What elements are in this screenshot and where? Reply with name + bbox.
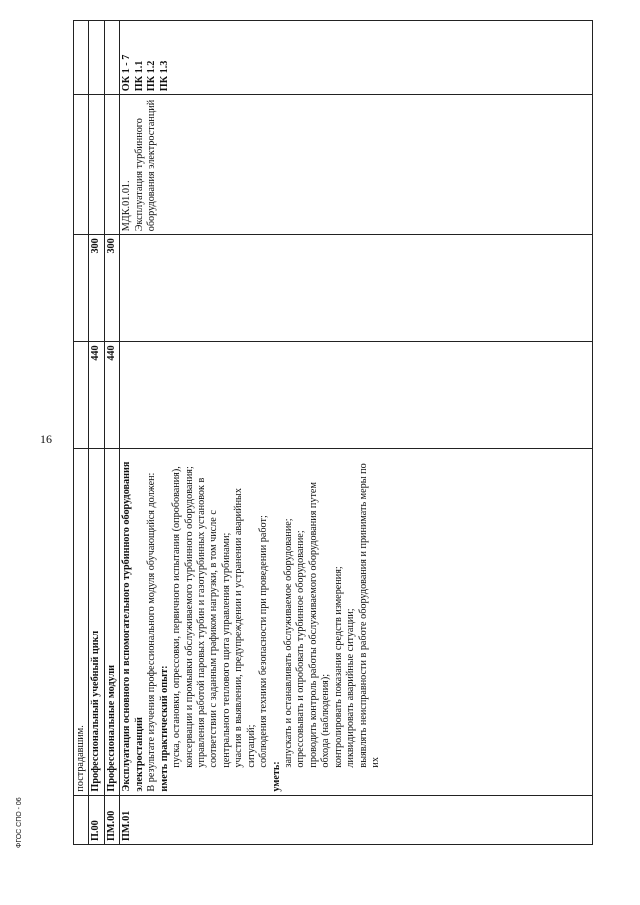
- skill-item: проводить контроль работы обслуживаемого оборудования путем обхода (наблюдения);: [307, 482, 332, 768]
- cell-competencies: [104, 21, 119, 95]
- skill-item: ликвидировать аварийные ситуации;: [345, 608, 357, 768]
- cell-index: ПМ.01: [120, 795, 593, 844]
- cell-max-load: [120, 342, 593, 449]
- skill-item: выявлять неисправности в работе оборудования и принимать меры по их: [357, 463, 382, 768]
- cell-course: [89, 95, 104, 235]
- cell-course: [120, 95, 593, 235]
- cell-required-load: [120, 235, 593, 342]
- cell-index: П.00: [89, 795, 104, 844]
- skill-item: запускать и останавливать обслуживаемое оборудование;: [283, 518, 294, 768]
- experience-heading: иметь практический опыт:: [158, 665, 170, 792]
- course-name: Эксплуатация турбинного оборудования электростанций: [133, 99, 158, 232]
- cell-competencies: [74, 21, 89, 95]
- cell-name: Профессиональный учебный цикл: [89, 449, 104, 795]
- table-row-pm00: [104, 21, 119, 845]
- competency-code: ОК 1 - 7: [121, 54, 133, 92]
- competency-code: ПК 1.2: [146, 60, 158, 92]
- cell-index: [74, 795, 89, 844]
- cell-required-load: 300: [104, 235, 119, 342]
- cell-required-load: 300: [89, 235, 104, 342]
- experience-item: пуска, остановки, опрессовки, первичного испытания (опробования), консервации и промывки обслуживаемого турбинного оборудования;: [171, 466, 195, 768]
- table-row-pm01: [120, 21, 593, 845]
- cell-module-description: [120, 449, 593, 795]
- table-row-continuation: [74, 21, 89, 845]
- competency-code: ПК 1.1: [133, 60, 145, 92]
- cell-competencies: [120, 21, 593, 95]
- table-row-p00: [89, 21, 104, 845]
- footer-code: ФГОС СПО - 06: [16, 797, 23, 848]
- cell-max-load: 440: [89, 342, 104, 449]
- skills-heading: уметь:: [270, 761, 282, 792]
- cell-index: ПМ.00: [104, 795, 119, 844]
- cell-text: пострадавшим.: [74, 449, 89, 795]
- experience-item: управления работой паровых турбин и газотурбинных установок в соответствии с заданным графиком нагрузки, в том числе с центрального теплового щита управления турбинами;: [195, 477, 232, 768]
- module-title: Эксплуатация основного и вспомогательного турбинного оборудования электростанций: [121, 461, 145, 792]
- page-number: 16: [40, 432, 52, 446]
- module-intro: В результате изучения профессионального модуля обучающийся должен:: [146, 472, 158, 792]
- skill-item: контролировать показания средств измерения;: [332, 566, 344, 768]
- skill-item: опрессовывать и опробовать турбинное оборудование;: [295, 530, 307, 768]
- experience-item: соблюдения техники безопасности при проведении работ;: [258, 515, 270, 768]
- competency-code: ПК 1.3: [158, 60, 170, 92]
- cell-competencies: [89, 21, 104, 95]
- cell-course: [104, 95, 119, 235]
- cell-max-load: 440: [104, 342, 119, 449]
- curriculum-table: [73, 20, 593, 845]
- cell-name: Профессиональные модули: [104, 449, 119, 795]
- course-index: МДК.01.01.: [121, 180, 133, 232]
- cell-max-load: [74, 342, 89, 449]
- cell-course: [74, 95, 89, 235]
- experience-item: участия в выявлении, предупреждении и устранении аварийных ситуаций;: [233, 488, 257, 768]
- cell-required-load: [74, 235, 89, 342]
